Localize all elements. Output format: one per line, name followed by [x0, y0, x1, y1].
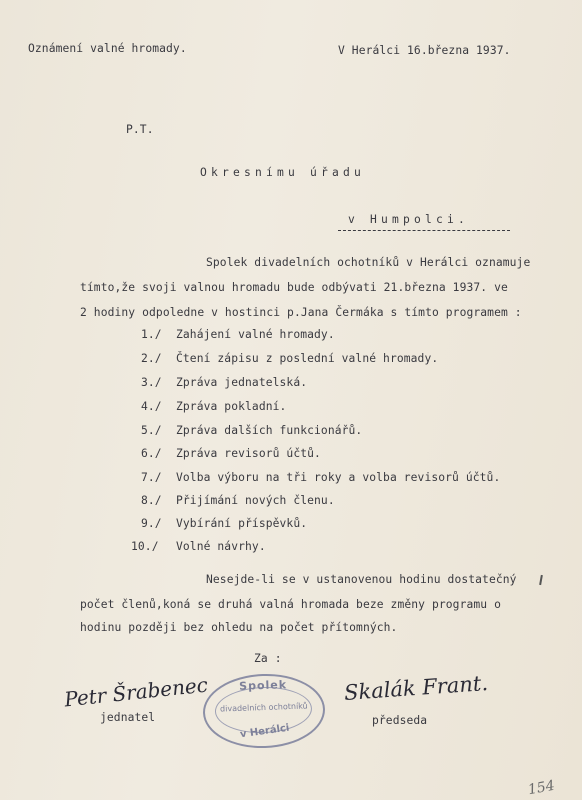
- program-item: Zpráva dalších funkcionářů.: [176, 424, 363, 437]
- stamp-line: Spolek: [238, 678, 288, 693]
- program-item: Vybírání příspěvků.: [176, 517, 308, 530]
- closing-line: hodinu později bez ohledu na počet přítomných.: [80, 621, 398, 634]
- program-number: 10./: [131, 540, 159, 553]
- program-item: Zpráva jednatelská.: [176, 376, 308, 389]
- body-line: Spolek divadelních ochotníků v Herálci oznamuje: [206, 256, 531, 269]
- program-item: Volba výboru na tři roky a volba revisorů účtů.: [176, 471, 501, 484]
- stamp-line: divadelních ochotníků: [219, 701, 308, 714]
- pt-salutation: P.T.: [126, 123, 154, 136]
- body-line: 2 hodiny odpoledne v hostinci p.Jana Čermáka s tímto programem :: [80, 306, 522, 319]
- chairman-role: předseda: [372, 714, 428, 727]
- program-number: 7./: [141, 471, 162, 484]
- society-stamp: [202, 672, 327, 750]
- stamp-line: v Herálci: [239, 722, 291, 741]
- program-number: 2./: [141, 352, 162, 365]
- addressee-office: Okresnímu úřadu: [200, 166, 366, 179]
- program-item: Zpráva revisorů účtů.: [176, 447, 321, 460]
- margin-mark: [539, 575, 543, 585]
- secretary-signature: Petr Šrabenec: [63, 672, 209, 712]
- archive-number: 154: [526, 777, 556, 799]
- program-item: Zahájení valné hromady.: [176, 328, 335, 341]
- document-heading: Oznámení valné hromady.: [28, 42, 187, 55]
- body-line: tímto,že svoji valnou hromadu bude odbývati 21.března 1937. ve: [80, 281, 508, 294]
- program-number: 1./: [141, 328, 162, 341]
- addressee-place: v Humpolci.: [348, 213, 470, 226]
- place-date: V Herálci 16.března 1937.: [338, 44, 511, 57]
- program-number: 3./: [141, 376, 162, 389]
- program-number: 5./: [141, 424, 162, 437]
- program-item: Přijímání nových členu.: [176, 494, 335, 507]
- program-item: Volné návrhy.: [176, 540, 266, 553]
- closing-line: počet členů,koná se druhá valná hromada beze změny programu o: [80, 598, 501, 611]
- closing-line: Nesejde-li se v ustanovenou hodinu dostatečný: [206, 573, 517, 586]
- addressee-underline: [338, 230, 510, 231]
- program-item: Zpráva pokladní.: [176, 400, 287, 413]
- program-number: 6./: [141, 447, 162, 460]
- program-number: 9./: [141, 517, 162, 530]
- za-label: Za :: [254, 652, 282, 665]
- program-number: 8./: [141, 494, 162, 507]
- program-item: Čtení zápisu z poslední valné hromady.: [176, 352, 439, 365]
- program-number: 4./: [141, 400, 162, 413]
- chairman-signature: Skalák Frant.: [343, 671, 489, 705]
- secretary-role: jednatel: [100, 711, 156, 724]
